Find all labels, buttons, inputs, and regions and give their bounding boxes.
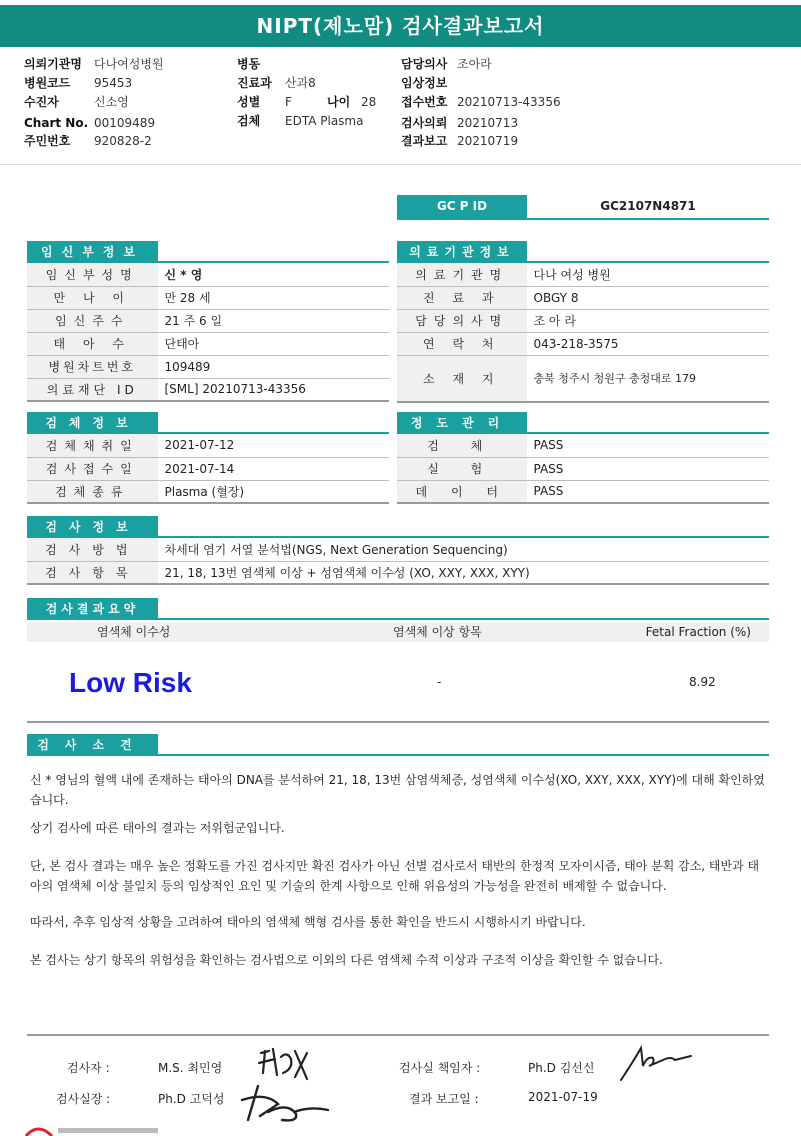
table-row: 병원차트번호 109489 (27, 355, 389, 378)
header-department: 진료과 산과8 (237, 76, 316, 90)
director-signature-icon (238, 1082, 333, 1126)
abnormal-result: - (437, 675, 442, 689)
table-row: 검사방법 차세대 염기 서열 분석법(NGS, Next Generation Sequencing) (27, 538, 769, 561)
finding-paragraph-1: 신 * 영님의 혈액 내에 존재하는 태아의 DNA를 분석하여 21, 18, 13번 삼염색체증, 성염색체 이수성(XO, XXY, XXX, XYY)에 대해 확인하였습니다. (30, 773, 765, 807)
head-label: 검사실 책임자 : (399, 1061, 481, 1075)
finding-paragraph-5: 본 검사는 상기 항목의 위험성을 확인하는 검사법으로 이외의 다른 염색체 수적 이상과 구조적 이상을 확인할 수 없습니다. (30, 953, 663, 967)
section-summary-header (27, 598, 769, 620)
section-test-header (27, 516, 769, 538)
table-row: 검사접수일 2021-07-14 (27, 457, 389, 480)
header-sex: 성별 F 나이 28 (237, 95, 377, 109)
section-specimen-header (27, 412, 389, 434)
table-row: 데 이 터 PASS (397, 480, 769, 503)
tester-signature-icon (255, 1043, 315, 1085)
section-findings-title: 검사소견 (27, 734, 158, 756)
report-header (0, 47, 801, 165)
section-institution-header (397, 241, 769, 263)
header-chart-no: Chart No. 00109489 (24, 116, 156, 130)
lab-logo-icon (22, 1116, 172, 1136)
table-row: 만 나 이 만 28 세 (27, 286, 389, 309)
table-row: 검체종류 Plasma (혈장) (27, 480, 389, 503)
finding-paragraph-2: 상기 검사에 따른 태아의 결과는 저위험군입니다. (30, 821, 285, 835)
summary-col-fetal-fraction: Fetal Fraction (%) (645, 625, 751, 639)
header-resident-no: 주민번호 920828-2 (24, 134, 152, 148)
header-receipt-no: 접수번호 20210713-43356 (401, 95, 561, 109)
fetal-fraction-value: 8.92 (689, 675, 716, 689)
section-qc-title: 정도관리 (397, 412, 527, 434)
header-age-label: 나이 (327, 95, 351, 109)
test-table (27, 538, 769, 585)
header-report-date: 결과보고 20210719 (401, 134, 519, 148)
pregnancy-table (27, 263, 389, 402)
director-label: 검사실장 : (56, 1092, 111, 1106)
risk-result: Low Risk (69, 667, 192, 698)
table-row: 실 험 PASS (397, 457, 769, 480)
summary-col-abnormal: 염색체 이상 항목 (393, 625, 482, 639)
section-summary-title: 검사결과요약 (27, 598, 158, 620)
table-row: 연 락 처 043-218-3575 (397, 332, 769, 355)
finding-paragraph-3: 단, 본 검사 결과는 매우 높은 정확도를 가진 검사지만 확진 검사가 아닌 선별 검사로서 태반의 한정적 모자이시즘, 태아 분획 감소, 태반과 태아의 염색체 이상 불일치 등의 임상적인 요인 및 기술의 한계 사항으로 인해 위음성의 가능성을 완전히 배제할 수 없습니다. (30, 859, 760, 893)
summary-result-row (27, 643, 769, 723)
specimen-table (27, 434, 389, 504)
table-row: 임신부성명 신 * 영 (27, 263, 389, 286)
report-date-value: 2021-07-19 (528, 1090, 598, 1104)
tester-name: M.S. 최민영 (158, 1061, 223, 1075)
section-findings-header (27, 734, 769, 756)
footer-divider (27, 1034, 769, 1036)
gc-pid-box (397, 195, 769, 220)
section-qc-header (397, 412, 769, 434)
header-doctor: 담당의사 조아라 (401, 57, 492, 71)
header-patient: 수진자 신소영 (24, 95, 129, 109)
table-row: 검체채취일 2021-07-12 (27, 434, 389, 457)
table-row: 담당의사명 조 아 라 (397, 309, 769, 332)
report-date-label: 결과 보고일 : (409, 1092, 479, 1106)
table-row: 의료재단 ID [SML] 20210713-43356 (27, 378, 389, 401)
summary-col-aneuploidy: 염색체 이수성 (97, 625, 171, 639)
header-hospital-code: 병원코드 95453 (24, 76, 133, 90)
section-institution-title: 의료기관정보 (397, 241, 527, 263)
header-request-date: 검사의뢰 20210713 (401, 116, 519, 130)
header-specimen: 검체 EDTA Plasma (237, 114, 364, 128)
section-test-title: 검사정보 (27, 516, 158, 538)
qc-table (397, 434, 769, 504)
header-age-value: 28 (361, 95, 377, 109)
report-title: NIPT(제노맘) 검사결과보고서 (0, 5, 801, 47)
institution-table (397, 263, 769, 403)
head-signature-icon (615, 1042, 697, 1084)
summary-header-row (27, 622, 769, 642)
director-name: Ph.D 고덕성 (158, 1092, 225, 1106)
section-specimen-title: 검체정보 (27, 412, 158, 434)
section-pregnancy-header (27, 241, 389, 263)
header-hospital: 의뢰기관명 다나여성병원 (24, 57, 164, 71)
table-row: 검사항목 21, 18, 13번 염색체 이상 + 성염색체 이수성 (XO, XXY, XXX, XYY) (27, 561, 769, 584)
finding-paragraph-4: 따라서, 추후 임상적 상황을 고려하여 태아의 염색체 핵형 검사를 통한 확인을 반드시 시행하시기 바랍니다. (30, 915, 586, 929)
tester-label: 검사자 : (67, 1061, 110, 1075)
table-row: 임신주수 21 주 6 일 (27, 309, 389, 332)
table-row: 태 아 수 단태아 (27, 332, 389, 355)
header-ward: 병동 (237, 57, 261, 71)
table-row: 진 료 과 OBGY 8 (397, 286, 769, 309)
head-name: Ph.D 김선신 (528, 1061, 595, 1075)
gc-pid-value: GC2107N4871 (600, 199, 696, 213)
table-row: 소 재 지 충북 청주시 청원구 충청대로 179 (397, 355, 769, 402)
table-row: 의료기관명 다나 여성 병원 (397, 263, 769, 286)
table-row: 검 체 PASS (397, 434, 769, 457)
section-pregnancy-title: 임신부정보 (27, 241, 158, 263)
header-clinical-info: 임상정보 (401, 76, 448, 90)
gc-pid-label: GC P ID (397, 195, 527, 218)
